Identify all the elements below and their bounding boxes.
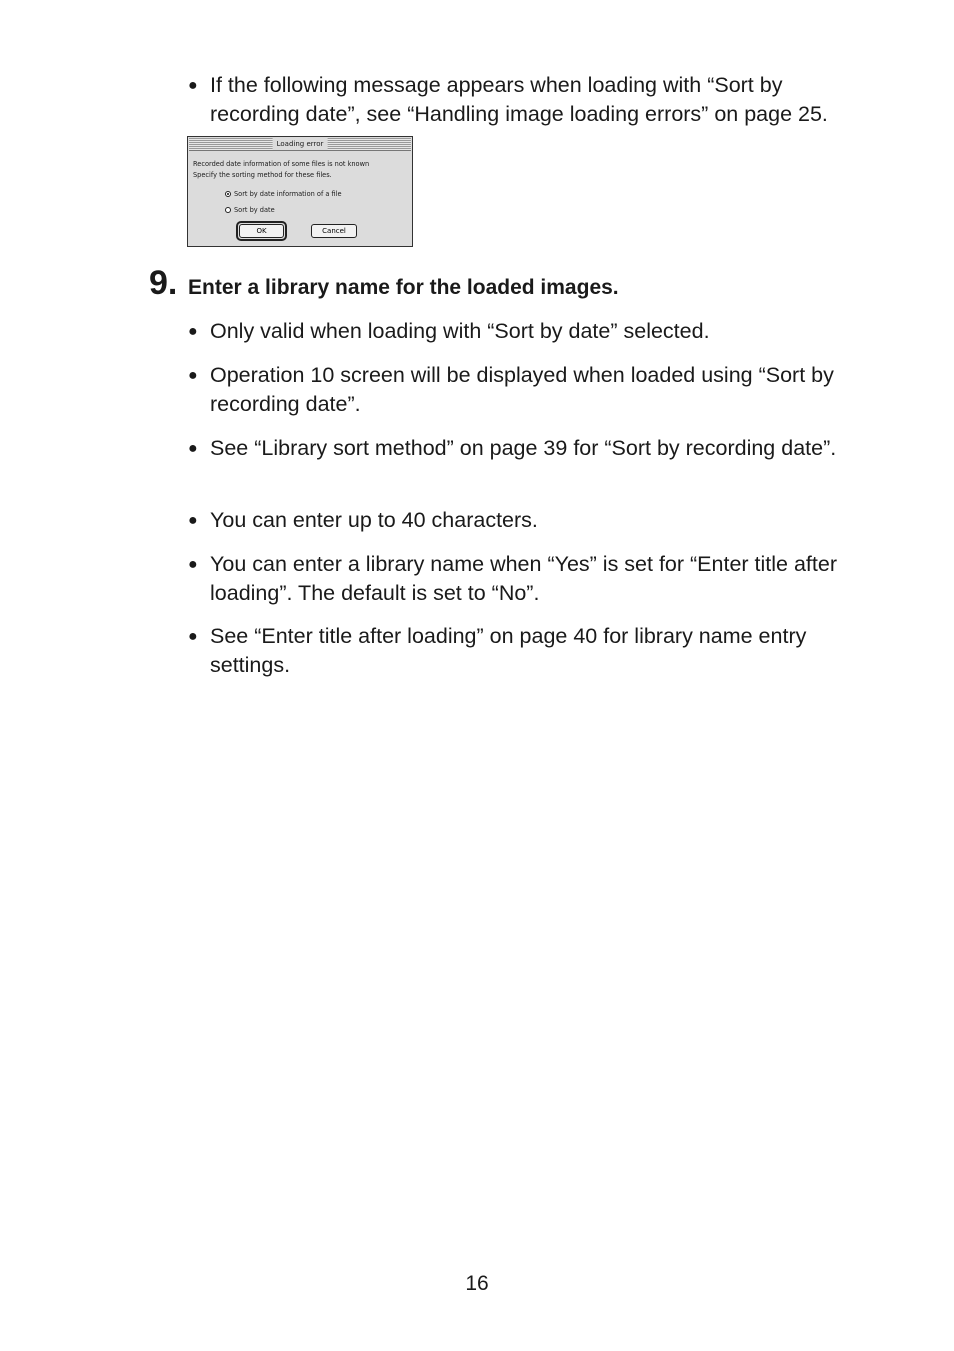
- list-item: [188, 550, 868, 608]
- bullet-icon: ●: [188, 77, 198, 94]
- list-item-text: You can enter a library name when “Yes” is set for “Enter title after loading”. The default is set to “No”.: [210, 552, 837, 605]
- bullet-icon: ●: [188, 367, 198, 384]
- cancel-button[interactable]: Cancel: [311, 224, 357, 238]
- list-item: [188, 71, 868, 129]
- page-number: 16: [465, 1272, 489, 1295]
- radio-selected-icon[interactable]: [225, 191, 231, 197]
- ok-button[interactable]: OK: [239, 224, 284, 238]
- dialog-message-line: Recorded date information of some files is not known: [193, 160, 370, 168]
- list-item-text: If the following message appears when loading with “Sort by recording date”, see “Handling image loading errors” on page 25.: [210, 73, 828, 126]
- list-item: [188, 622, 868, 680]
- radio-label: Sort by date: [234, 206, 275, 214]
- dialog-titlebar: [189, 138, 411, 151]
- radio-option-sort-by-date[interactable]: [225, 205, 275, 215]
- list-item: [188, 434, 868, 463]
- list-item: [188, 506, 868, 535]
- list-item-text: See “Enter title after loading” on page 40 for library name entry settings.: [210, 624, 807, 677]
- radio-unselected-icon[interactable]: [225, 207, 231, 213]
- dialog-title: Loading error: [273, 138, 328, 150]
- loading-error-dialog: [187, 136, 413, 247]
- bullet-icon: ●: [188, 440, 198, 457]
- list-item: [188, 361, 868, 419]
- dialog-message: [193, 159, 369, 181]
- bullet-icon: ●: [188, 512, 198, 529]
- list-item-text: Only valid when loading with “Sort by date” selected.: [210, 319, 710, 343]
- list-item-text: See “Library sort method” on page 39 for “Sort by recording date”.: [210, 436, 837, 460]
- radio-option-file-date[interactable]: [225, 189, 342, 199]
- bullet-icon: ●: [188, 323, 198, 340]
- dialog-message-line: Specify the sorting method for these files.: [193, 171, 332, 179]
- list-item: [188, 317, 868, 346]
- list-item-text: You can enter up to 40 characters.: [210, 508, 538, 532]
- bullet-icon: ●: [188, 556, 198, 573]
- step-title: Enter a library name for the loaded images.: [188, 276, 619, 299]
- radio-label: Sort by date information of a file: [234, 190, 342, 198]
- list-item-text: Operation 10 screen will be displayed when loaded using “Sort by recording date”.: [210, 363, 834, 416]
- step-number: 9.: [149, 264, 178, 302]
- bullet-icon: ●: [188, 628, 198, 645]
